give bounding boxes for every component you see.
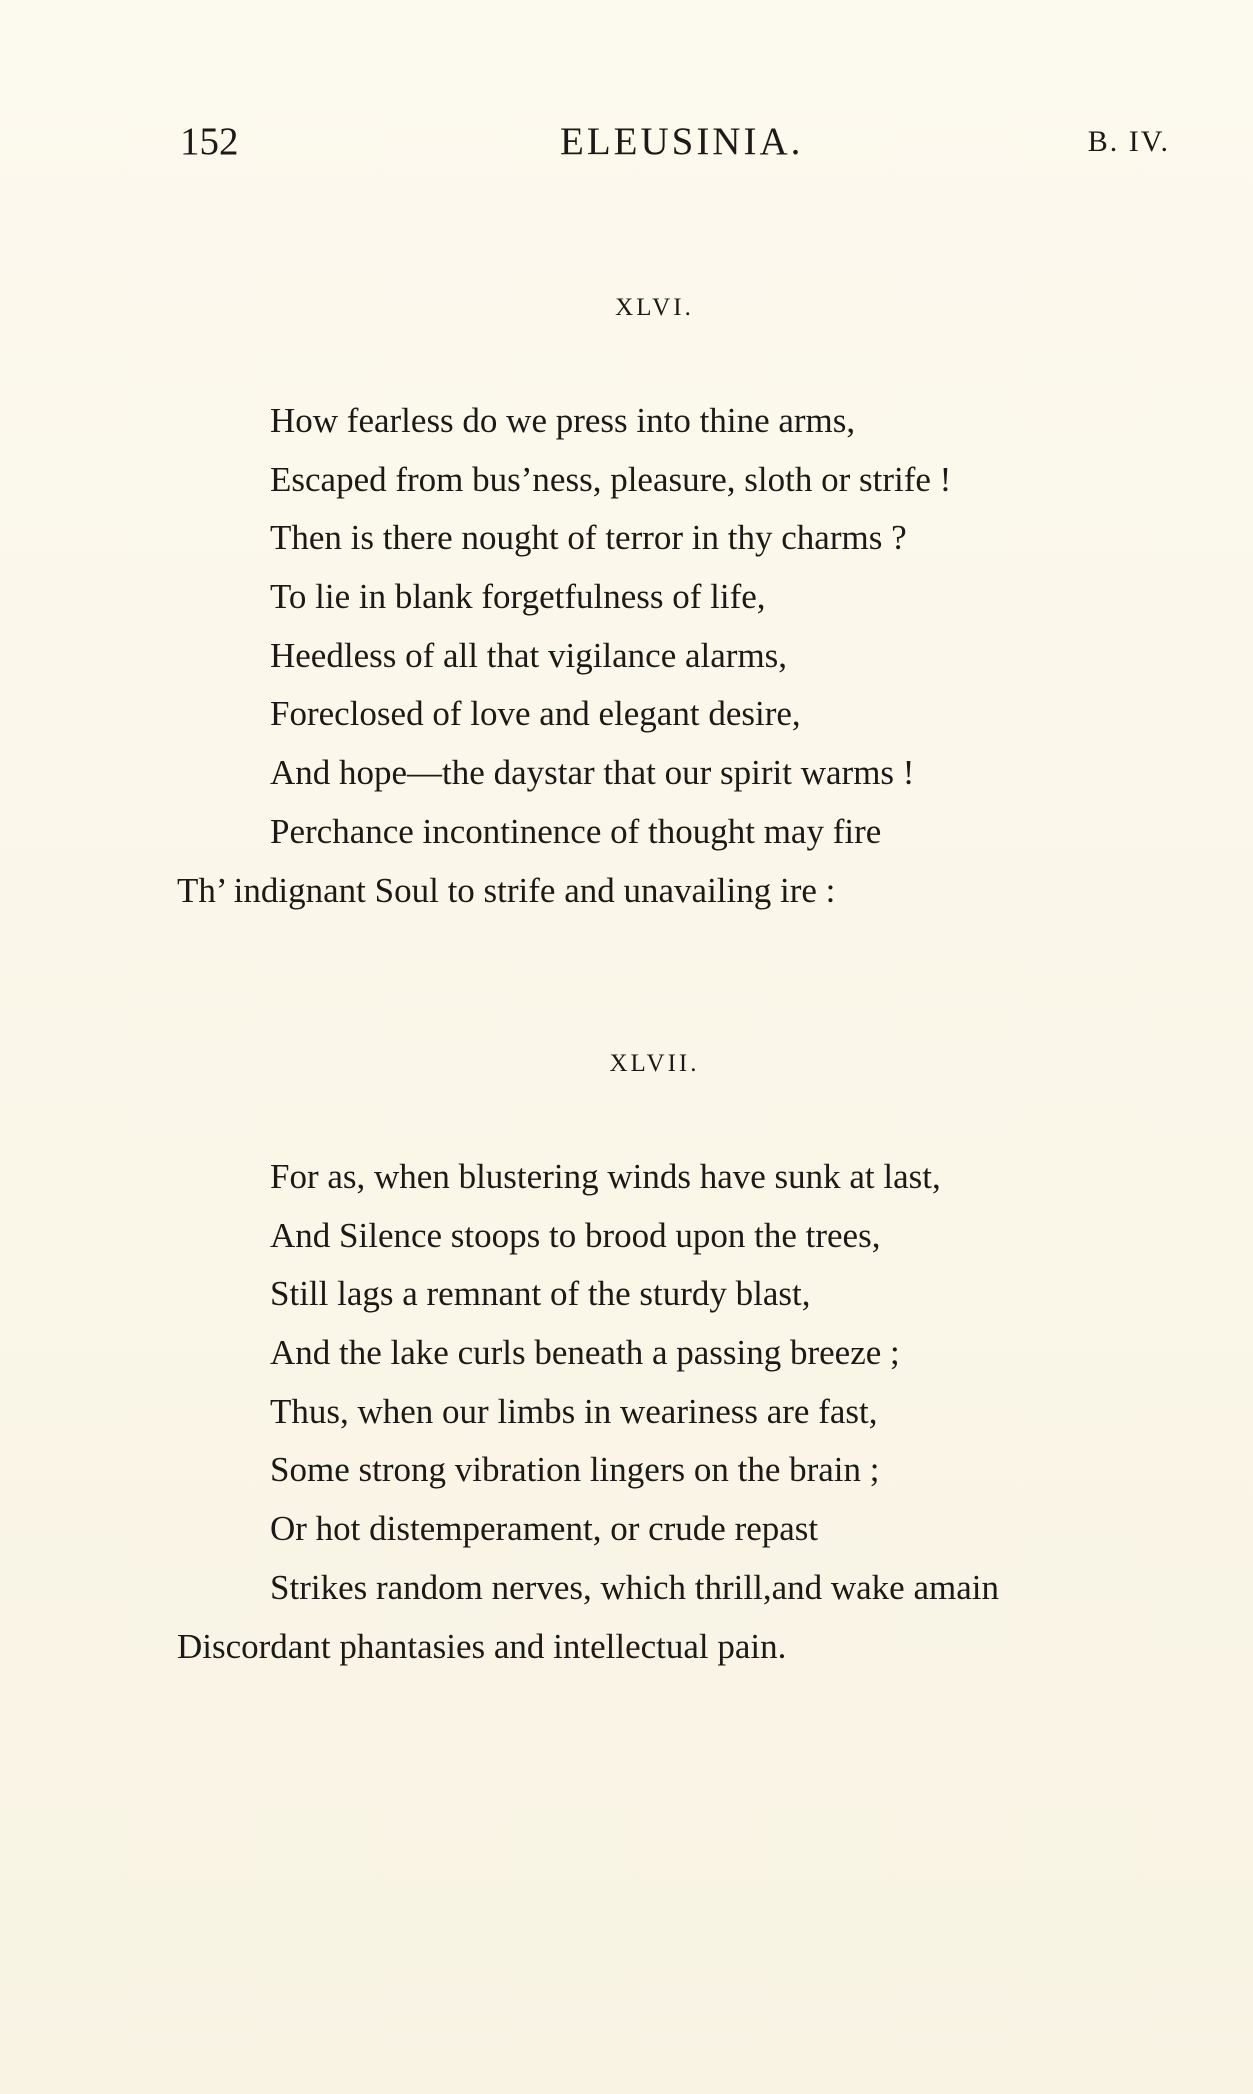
verse-line: Escaped from bus’ness, pleasure, sloth or strife ! [270, 459, 952, 499]
verse-line: Strikes random nerves, which thrill,and wake amain [270, 1567, 999, 1607]
verse-line: Then is there nought of terror in thy charms ? [270, 518, 907, 558]
verse-line: And the lake curls beneath a passing breeze ; [270, 1333, 900, 1373]
running-title: ELEUSINIA. [560, 120, 804, 163]
verse-line: To lie in blank forgetfulness of life, [270, 577, 766, 617]
verse-line: How fearless do we press into thine arms, [270, 401, 856, 440]
verse-line: And Silence stoops to brood upon the trees, [270, 1215, 881, 1255]
stanza-number: XLVI. [615, 294, 694, 321]
verse-line: Some strong vibration lingers on the brain ; [270, 1450, 880, 1490]
verse-line: Perchance incontinence of thought may fire [270, 811, 882, 851]
verse-line: Discordant phantasies and intellectual pain. [177, 1626, 787, 1666]
verse-line: Thus, when our limbs in weariness are fast, [270, 1391, 878, 1431]
verse-line: Heedless of all that vigilance alarms, [270, 635, 788, 675]
stanza-number: XLVII. [609, 1050, 700, 1077]
book-reference: B. IV. [1087, 125, 1170, 158]
page-number: 152 [180, 120, 239, 163]
stanza [177, 1148, 999, 1676]
verse-line: For as, when blustering winds have sunk at last, [270, 1157, 941, 1196]
verse-line: Still lags a remnant of the sturdy blast, [270, 1274, 811, 1314]
verse-line: And hope—the daystar that our spirit warms ! [270, 753, 915, 793]
verse-line: Or hot distemperament, or crude repast [270, 1509, 819, 1549]
stanza [177, 392, 952, 920]
verse-line: Foreclosed of love and elegant desire, [270, 694, 801, 734]
running-head [180, 112, 1170, 172]
verse-line: Th’ indignant Soul to strife and unavailing ire : [177, 870, 836, 910]
